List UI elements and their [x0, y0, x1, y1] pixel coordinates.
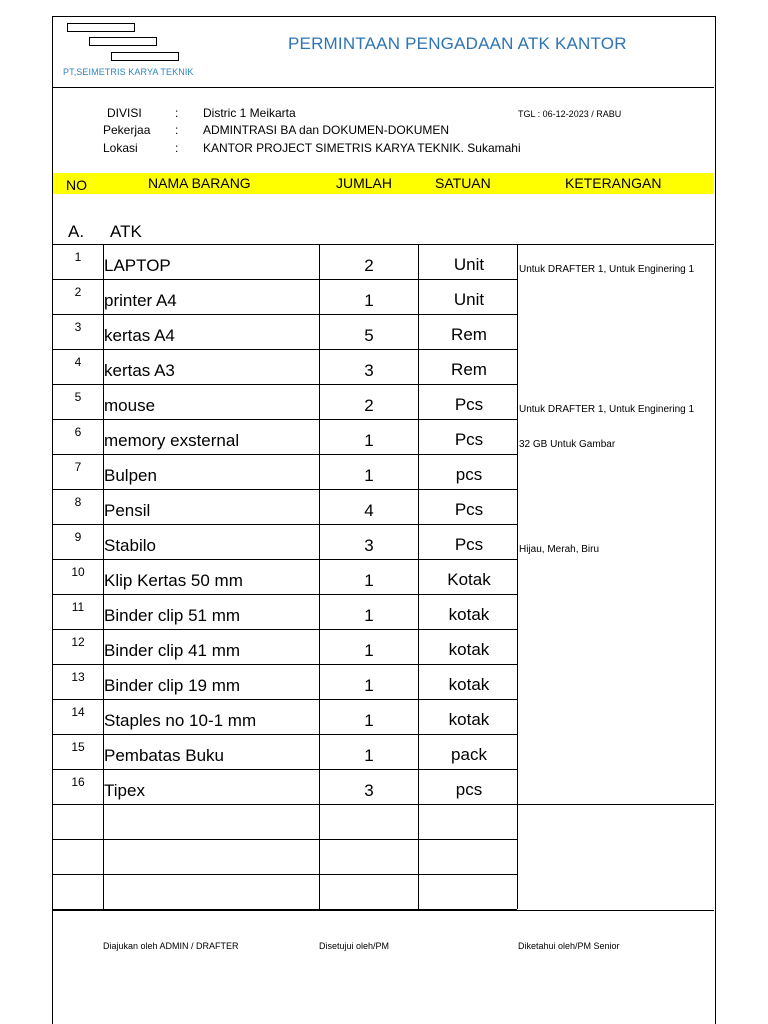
item-number: 16	[71, 775, 85, 789]
table-grid-line	[53, 734, 517, 735]
item-number: 1	[74, 250, 82, 264]
item-unit: pack	[451, 745, 487, 764]
lokasi-value: KANTOR PROJECT SIMETRIS KARYA TEKNIK. Sukamahi	[203, 141, 521, 155]
column-header-note: KETERANGAN	[565, 175, 662, 191]
column-header-no: NO	[66, 177, 87, 193]
table-grid-line	[53, 664, 517, 665]
item-name: LAPTOP	[104, 256, 171, 275]
item-number: 5	[74, 390, 82, 404]
item-number: 7	[74, 460, 82, 474]
item-quantity: 3	[364, 536, 374, 555]
item-quantity: 1	[364, 711, 374, 730]
item-name: Stabilo	[104, 536, 156, 555]
item-number: 8	[74, 495, 82, 509]
item-unit: Unit	[453, 290, 485, 309]
item-name: kertas A4	[104, 326, 175, 345]
item-number: 2	[74, 285, 82, 299]
table-grid-line	[53, 349, 517, 350]
item-name: Pembatas Buku	[104, 746, 225, 765]
column-header-bar	[53, 173, 714, 194]
item-name: printer A4	[104, 291, 177, 310]
item-unit: kotak	[448, 675, 490, 694]
item-note: Untuk DRAFTER 1, Untuk Enginering 1	[519, 404, 695, 415]
item-name: Staples no 10-1 mm	[104, 711, 257, 730]
item-name: Pensil	[104, 501, 151, 520]
date-text: TGL : 06-12-2023 / RABU	[518, 109, 622, 119]
item-name: kertas A3	[104, 361, 175, 380]
item-quantity: 2	[364, 396, 374, 415]
colon: :	[175, 106, 179, 120]
info-block	[53, 88, 714, 174]
logo-bar-icon	[111, 52, 179, 61]
item-note: Untuk DRAFTER 1, Untuk Enginering 1	[519, 264, 695, 275]
item-number: 6	[74, 425, 82, 439]
table-grid-line	[53, 524, 517, 525]
company-name: PT,SEIMETRIS KARYA TEKNIK	[63, 67, 194, 77]
item-note: Hijau, Merah, Biru	[519, 544, 600, 555]
table-grid-line	[53, 244, 714, 245]
section-number: A.	[68, 222, 85, 241]
table-grid-line	[53, 559, 517, 560]
item-unit: kotak	[448, 605, 490, 624]
table-grid-line	[53, 314, 517, 315]
lokasi-label: Lokasi	[103, 141, 138, 155]
item-name: Binder clip 41 mm	[104, 641, 241, 660]
divisi-label: DIVISI	[107, 106, 142, 120]
item-unit: Pcs	[454, 500, 484, 519]
item-name: Klip Kertas 50 mm	[104, 571, 243, 590]
table-grid-line	[53, 384, 517, 385]
acknowledged-by: Diketahui oleh/PM Senior	[518, 941, 620, 951]
table-grid-line	[53, 874, 517, 875]
item-number: 13	[71, 670, 85, 684]
logo-bar-icon	[89, 37, 157, 46]
signature-footer	[53, 910, 714, 1010]
item-unit: Rem	[451, 360, 487, 379]
item-unit: Unit	[453, 255, 485, 274]
colon: :	[175, 141, 179, 155]
table-grid-line	[53, 594, 517, 595]
item-unit: Pcs	[454, 395, 484, 414]
divisi-value: Distric 1 Meikarta	[203, 106, 296, 120]
item-number: 3	[74, 320, 82, 334]
item-quantity: 3	[364, 361, 374, 380]
item-name: memory exsternal	[104, 431, 240, 450]
form-sheet	[52, 16, 716, 1024]
item-name: Binder clip 51 mm	[104, 606, 241, 625]
item-name: mouse	[104, 396, 156, 415]
table-grid-line	[53, 804, 714, 805]
form-header	[53, 17, 714, 88]
item-unit: kotak	[448, 710, 490, 729]
item-quantity: 1	[364, 466, 374, 485]
item-unit: kotak	[448, 640, 490, 659]
table-grid-line	[53, 769, 517, 770]
item-number: 10	[71, 565, 85, 579]
pekerjaan-value: ADMINTRASI BA dan DOKUMEN-DOKUMEN	[203, 123, 450, 137]
item-unit: Pcs	[454, 430, 484, 449]
item-unit: pcs	[455, 465, 483, 484]
item-number: 9	[74, 530, 82, 544]
item-unit: pcs	[455, 780, 483, 799]
item-number: 11	[71, 600, 85, 614]
column-header-name: NAMA BARANG	[148, 175, 251, 191]
item-unit: Pcs	[454, 535, 484, 554]
item-number: 12	[71, 635, 85, 649]
item-quantity: 1	[364, 746, 374, 765]
approved-by: Disetujui oleh/PM	[319, 941, 390, 951]
item-quantity: 2	[364, 256, 374, 275]
table-grid-line	[53, 419, 517, 420]
item-quantity: 1	[364, 291, 374, 310]
item-number: 4	[74, 355, 82, 369]
table-grid-line	[53, 839, 517, 840]
logo-bar-icon	[67, 23, 135, 32]
table-grid-line	[53, 699, 517, 700]
item-quantity: 1	[364, 641, 374, 660]
item-name: Tipex	[104, 781, 145, 800]
column-header-unit: SATUAN	[435, 175, 491, 191]
submitted-by: Diajukan oleh ADMIN / DRAFTER	[103, 941, 239, 951]
item-quantity: 4	[364, 501, 374, 520]
item-quantity: 1	[364, 431, 374, 450]
item-unit: Rem	[451, 325, 487, 344]
section-title: ATK	[110, 222, 142, 241]
item-quantity: 1	[364, 606, 374, 625]
table-grid-line	[53, 489, 517, 490]
column-header-qty: JUMLAH	[336, 175, 393, 191]
colon: :	[175, 123, 179, 137]
item-number: 15	[71, 740, 85, 754]
table-grid-line	[53, 629, 517, 630]
item-quantity: 3	[364, 781, 374, 800]
document-title: PERMINTAAN PENGADAAN ATK KANTOR	[288, 34, 627, 53]
pekerjaan-label: Pekerjaa	[103, 123, 151, 137]
table-grid-line	[53, 279, 517, 280]
item-quantity: 1	[364, 676, 374, 695]
item-quantity: 1	[364, 571, 374, 590]
item-name: Binder clip 19 mm	[104, 676, 241, 695]
item-note: 32 GB Untuk Gambar	[519, 439, 616, 450]
item-quantity: 5	[364, 326, 374, 345]
item-unit: Kotak	[447, 570, 491, 589]
item-name: Bulpen	[104, 466, 157, 485]
table-grid-line	[53, 454, 517, 455]
item-number: 14	[71, 705, 85, 719]
